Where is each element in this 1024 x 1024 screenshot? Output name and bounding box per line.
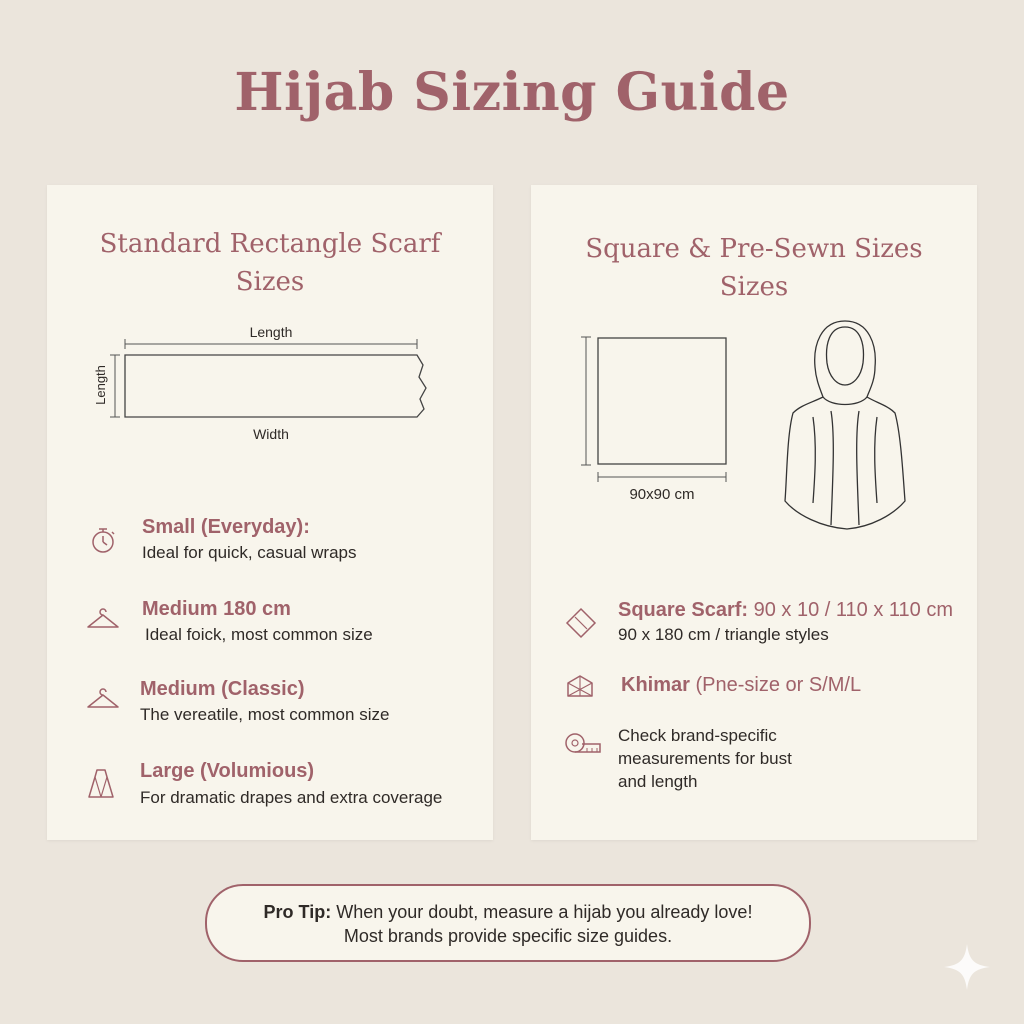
pro-tip-label: Pro Tip:	[263, 902, 332, 922]
stopwatch-icon	[89, 525, 119, 555]
pro-tip-text: When your doubt, measure a hijab you already love!	[331, 902, 753, 922]
item-desc: For dramatic drapes and extra coverage	[140, 788, 443, 807]
sparkle-icon	[942, 942, 992, 992]
pro-tip-line2: Most brands provide specific size guides.	[343, 926, 673, 946]
item-title	[621, 674, 861, 697]
item-title: Medium 180 cm	[142, 598, 291, 620]
item-desc-line1: Check brand-specific	[618, 726, 777, 745]
hanger-icon	[85, 607, 121, 633]
khimar-figure-icon	[785, 321, 905, 529]
square-presewn-panel	[531, 185, 977, 840]
item-desc-line2: measurements for bust	[618, 749, 792, 768]
item-desc-line3: and length	[618, 772, 698, 791]
length-top-label: Length	[249, 324, 293, 340]
item-title	[618, 599, 953, 622]
box-icon	[565, 673, 595, 699]
item-title-rest: (Pne-size or S/M/L	[689, 674, 862, 696]
drape-icon	[87, 767, 117, 801]
item-title-rest: 90 x 10 / 110 x 110 cm	[748, 599, 953, 621]
width-bottom-label: Width	[253, 426, 289, 442]
rectangle-scarf-panel	[47, 185, 493, 840]
measuring-tape-icon	[563, 730, 603, 758]
pro-tip-line1	[207, 900, 809, 924]
item-desc: Ideal foick, most common size	[145, 625, 373, 644]
item-title: Large (Volumious)	[140, 760, 315, 782]
length-side-label: Length	[93, 365, 108, 405]
square-scarf-shape	[598, 338, 726, 464]
item-title: Medium (Classic)	[140, 678, 305, 700]
item-title-bold: Square Scarf:	[618, 599, 749, 621]
item-desc: Ideal for quick, casual wraps	[142, 543, 357, 562]
panel-title-line1: Square & Pre-Sewn Sizes	[585, 234, 923, 264]
panel-title: Standard Rectangle Scarf Sizes	[99, 229, 441, 297]
scarf-rectangle	[125, 355, 426, 417]
page-title: Hijab Sizing Guide	[234, 62, 790, 123]
pro-tip-box	[205, 884, 811, 962]
item-title-bold: Khimar	[621, 674, 690, 696]
panel-title-line2: Sizes	[719, 272, 789, 302]
item-desc: 90 x 180 cm / triangle styles	[618, 625, 829, 644]
square-scarf-icon	[565, 607, 597, 639]
item-desc: The vereatile, most common size	[140, 705, 390, 724]
square-size-label: 90x90 cm	[629, 486, 695, 503]
rectangle-scarf-diagram	[47, 185, 493, 840]
hanger-icon	[85, 687, 121, 713]
item-title: Small (Everyday):	[142, 516, 310, 538]
